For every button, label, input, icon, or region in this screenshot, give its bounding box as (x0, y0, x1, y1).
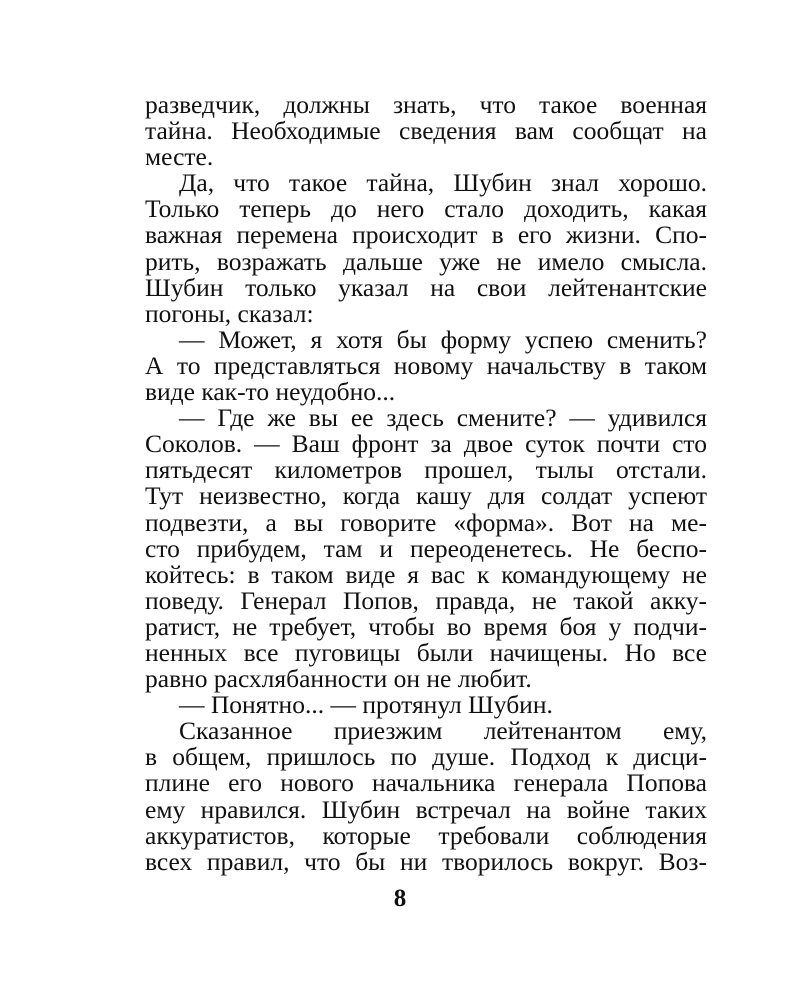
text-line: ратист, не требует, чтобы во время боя у подчи- (145, 611, 707, 641)
text-line: тайна. Необходимые сведения вам сообщат на (145, 116, 707, 146)
text-line: равно расхлябанности он не любит. (145, 664, 532, 694)
text-line: Только теперь до него стало доходить, какая (145, 194, 707, 224)
text-line: А то представляться новому начальству в таком (145, 350, 707, 380)
text-line: — Где же вы ее здесь смените? — удивился (179, 403, 707, 433)
text-line: Да, что такое тайна, Шубин знал хорошо. (179, 168, 707, 198)
text-line: разведчик, должны знать, что такое военная (145, 90, 707, 119)
text-line: погоны, сказал: (145, 298, 314, 328)
text-line: Соколов. — Ваш фронт за двое суток почти сто (145, 429, 707, 459)
text-line: койтесь: в таком виде я вас к командующему не (145, 559, 707, 589)
text-line: месте. (145, 142, 214, 172)
text-line: Сказанное приезжим лейтенантом ему, (179, 716, 707, 746)
text-line: всех правил, что бы ни творилось вокруг. Воз- (145, 846, 707, 876)
body-text (145, 92, 707, 875)
text-line: ненных все пуговицы были начищены. Но все (145, 637, 707, 667)
text-line: пятьдесят километров прошел, тылы отстали. (145, 455, 707, 485)
text-line: — Понятно... — протянул Шубин. (179, 690, 553, 720)
page-number: 8 (393, 885, 407, 912)
text-line: Тут неизвестно, когда кашу для солдат успеют (145, 481, 707, 511)
text-line: ему нравился. Шубин встречал на войне таких (145, 794, 707, 824)
text-line: — Может, я хотя бы форму успею сменить? (179, 324, 707, 354)
text-line: важная перемена происходит в его жизни. Спо- (145, 220, 707, 250)
text-line: поведу. Генерал Попов, правда, не такой акку- (145, 585, 707, 615)
text-line: в общем, пришлось по душе. Подход к дисци- (145, 742, 707, 772)
text-line: сто прибудем, там и переоденетесь. Не беспо- (145, 533, 707, 563)
text-line: аккуратистов, которые требовали соблюдения (145, 820, 707, 850)
text-line: Шубин только указал на свои лейтенантские (145, 272, 707, 302)
text-line: плине его нового начальника генерала Попова (145, 768, 707, 798)
text-line: рить, возражать дальше уже не имело смысла. (145, 246, 707, 276)
text-line: подвезти, а вы говорите «форма». Вот на ме- (145, 507, 707, 537)
text-line: виде как-то неудобно... (145, 377, 396, 407)
